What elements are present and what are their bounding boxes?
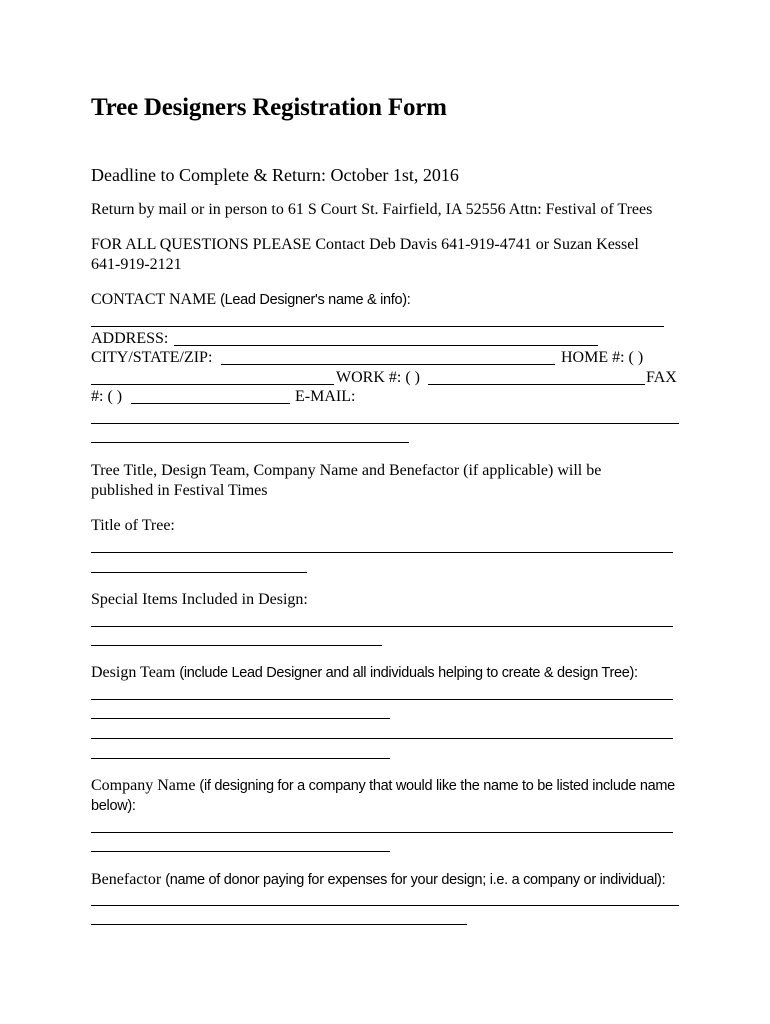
benefactor-field-line1[interactable] (91, 905, 679, 906)
company-name-hint-cont: below): (91, 798, 136, 814)
title-of-tree-field-line2[interactable] (91, 572, 307, 573)
company-name-field-line1[interactable] (91, 832, 673, 833)
address-label: ADDRESS: (91, 330, 169, 347)
company-name-label (91, 776, 675, 796)
contact-name-field[interactable] (91, 326, 664, 327)
title-of-tree-field-line1[interactable] (91, 552, 673, 553)
design-team-label-prefix: Design Team (91, 664, 180, 681)
home-phone-label: HOME #: ( ) (561, 349, 644, 366)
special-items-field-line1[interactable] (91, 626, 673, 627)
fax-label: FAX (646, 369, 677, 386)
work-phone-field[interactable] (428, 384, 645, 385)
design-team-label (91, 663, 638, 683)
questions-contact-line2: 641-919-2121 (91, 256, 182, 273)
email-field-line2[interactable] (91, 442, 409, 443)
work-phone-label: WORK #: ( ) (336, 369, 420, 386)
fax-field[interactable] (131, 403, 290, 404)
design-team-hint: (include Lead Designer and all individuals helping to create & design Tree): (179, 665, 638, 681)
city-state-zip-field[interactable] (221, 364, 555, 365)
special-items-label: Special Items Included in Design: (91, 591, 308, 608)
title-of-tree-label: Title of Tree: (91, 517, 175, 534)
company-name-hint: (if designing for a company that would like the name to be listed include name (199, 778, 675, 794)
contact-name-hint: (Lead Designer's name & info): (220, 292, 411, 308)
city-state-zip-label: CITY/STATE/ZIP: (91, 349, 213, 366)
email-label: E-MAIL: (295, 388, 356, 405)
company-name-label-prefix: Company Name (91, 777, 200, 794)
questions-contact-line1: FOR ALL QUESTIONS PLEASE Contact Deb Davis 641-919-4741 or Suzan Kessel (91, 236, 639, 253)
return-info: Return by mail or in person to 61 S Court St. Fairfield, IA 52556 Attn: Festival of Trees (91, 201, 653, 218)
home-phone-field[interactable] (91, 384, 334, 385)
benefactor-label-prefix: Benefactor (91, 871, 166, 888)
contact-name-label (91, 290, 411, 310)
benefactor-field-line2[interactable] (91, 924, 467, 925)
benefactor-hint: (name of donor paying for expenses for your design; i.e. a company or individual): (165, 872, 666, 888)
publish-note-line1: Tree Title, Design Team, Company Name and Benefactor (if applicable) will be (91, 462, 602, 479)
address-field[interactable] (174, 345, 598, 346)
company-name-field-line2[interactable] (91, 851, 390, 852)
design-team-field-line2[interactable] (91, 718, 390, 719)
benefactor-label (91, 870, 665, 890)
design-team-field-line3[interactable] (91, 738, 673, 739)
form-title: Tree Designers Registration Form (91, 94, 447, 121)
contact-name-label-prefix: CONTACT NAME (91, 291, 221, 308)
publish-note-line2: published in Festival Times (91, 482, 268, 499)
special-items-field-line2[interactable] (91, 645, 382, 646)
fax-label-cont: #: ( ) (91, 388, 123, 405)
design-team-field-line1[interactable] (91, 699, 673, 700)
email-field-line1[interactable] (91, 423, 679, 424)
deadline-text: Deadline to Complete & Return: October 1st, 2016 (91, 165, 459, 185)
design-team-field-line4[interactable] (91, 758, 390, 759)
